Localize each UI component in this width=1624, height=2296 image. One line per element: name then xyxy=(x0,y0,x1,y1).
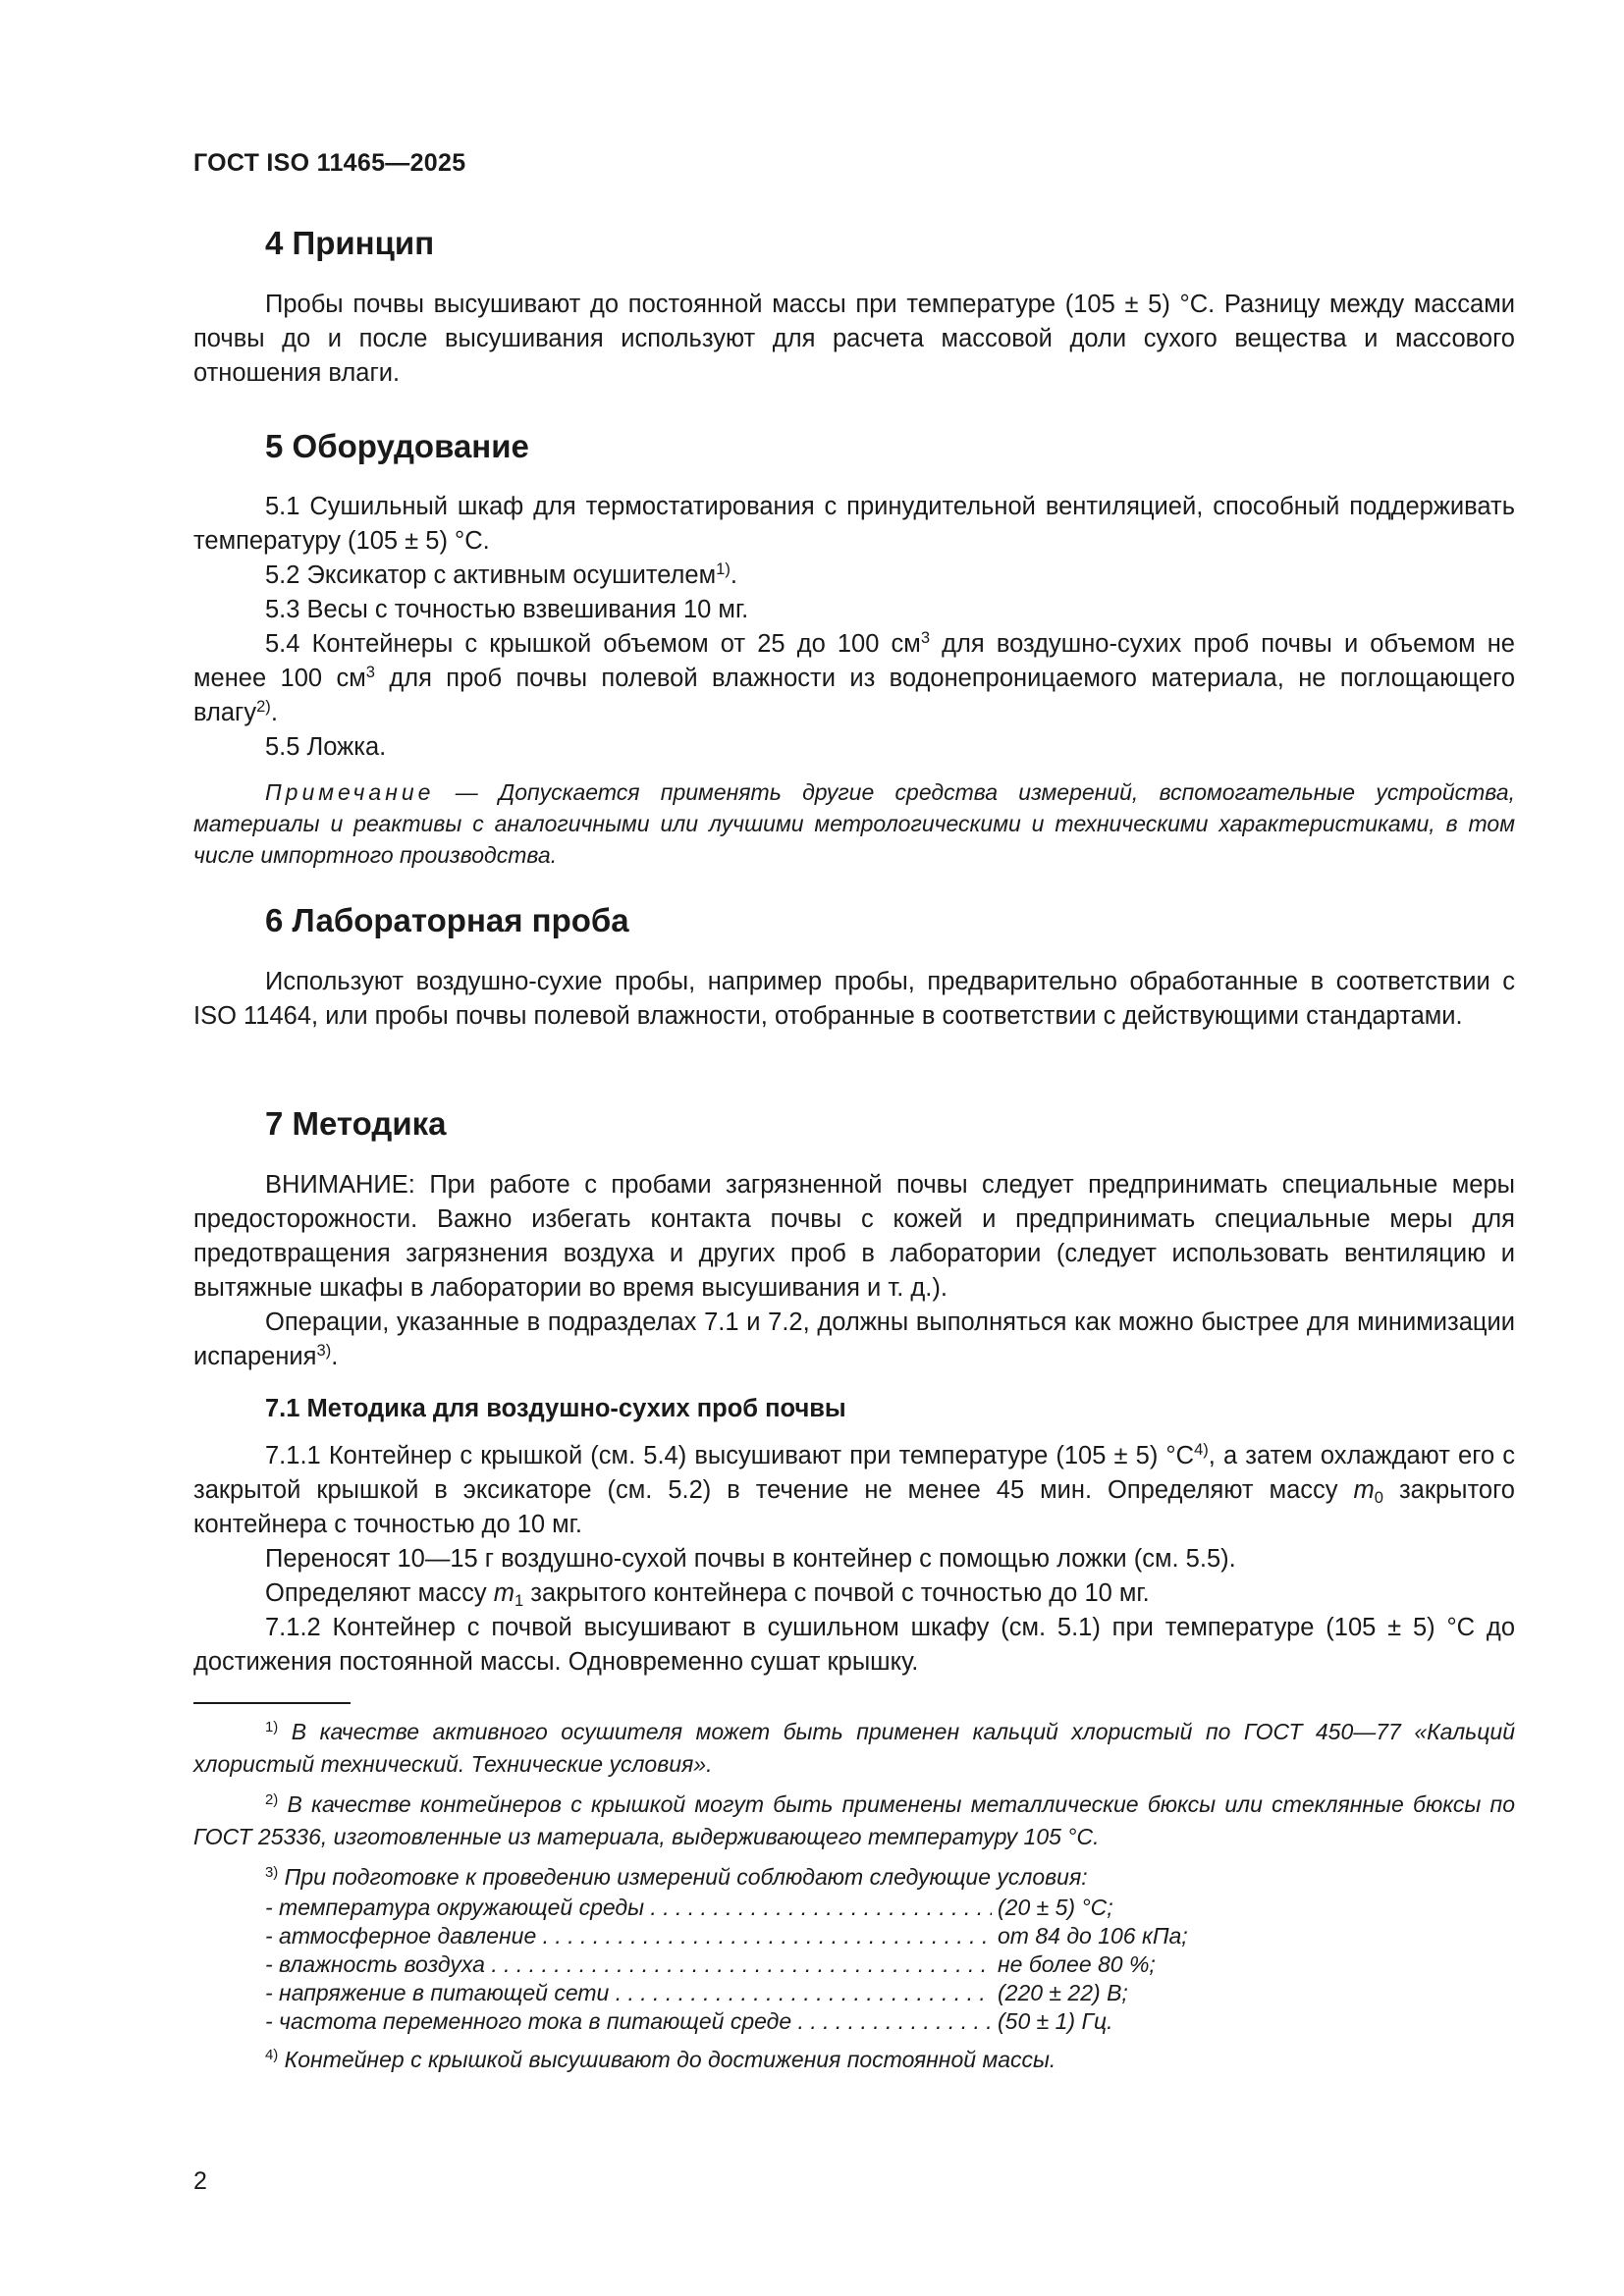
section-5-note: Примечание — Допускается применять другие средства измерений, вспомогательные устройства, материалы и реактивы с аналогичными или лучшими метрологическими и техническими характеристиками, в том числе импортного производства. xyxy=(193,779,1515,868)
section-4-title: 4 Принцип xyxy=(265,225,435,261)
page-number: 2 xyxy=(193,2167,207,2195)
item-5-4: 5.4 Контейнеры с крышкой объемом от 25 до 100 $см^3$ для воздушно-сухих проб почвы и объемом не менее 100 $см^3$ для проб почвы полевой влажности из водонепроницаемого материала, не поглощающего влагу$^{2)}$. xyxy=(193,627,1516,726)
item-5-2: 5.2 Эксикатор с активным осушителем$^{1)}$. xyxy=(265,559,737,589)
section-5-title: 5 Оборудование xyxy=(265,428,529,464)
section-6-body xyxy=(193,965,1515,1034)
section-6-title: 6 Лабораторная проба xyxy=(265,902,629,938)
warning-paragraph: ВНИМАНИЕ: При работе с пробами загрязненной почвы следует предпринимать специальные меры предосторожности. Важно избегать контакта почвы с кожей и предпринимать специальные меры для предотвращения загрязнения воздуха и других проб в лаборатории (следует использовать вентиляцию и вытяжные шкафы в лаборатории во время высушивания и т. д.). xyxy=(193,1171,1515,1302)
item-7-1-1: 7.1.1 Контейнер с крышкой (см. 5.4) высушивают при температуре (105 ± 5) $^\circ С^{4)}$, а затем охлаждают его с закрытой крышкой в эксикаторе (см. 5.2) в течение не менее 45 мин. Определяют массу $m_0$ закрытого контейнера с точностью до 10 мг. xyxy=(193,1439,1515,1538)
footnote-3: $^{3)}$ При подготовке к проведению измерений соблюдают следующие условия: xyxy=(265,1863,1088,1890)
mass-paragraph: Определяют массу $m_1$ закрытого контейнера с почвой с точностью до 10 мг. xyxy=(265,1579,1150,1610)
section-4 xyxy=(193,224,1515,263)
subsection-7-1-body xyxy=(193,1439,1515,1680)
item-5-3: 5.3 Весы с точностью взвешивания 10 мг. xyxy=(265,596,749,623)
condition-row: - напряжение в питающей сети . . . (220 ± 22) В; xyxy=(265,1979,1515,2007)
document-header: ГОСТ ISO 11465—2025 xyxy=(193,149,466,177)
item-5-1: 5.1 Сушильный шкаф для термостатирования с принудительной вентиляцией, способный поддерживать температуру (105 ± 5) °С. xyxy=(193,493,1515,555)
section-6 xyxy=(193,901,1515,940)
section-5-body xyxy=(193,490,1515,871)
footnote-1: $^{1)}$ В качестве активного осушителя может быть применен кальций хлористый по ГОСТ 450—77 «Кальций хлористый технический. Технические условия». xyxy=(193,1718,1515,1777)
footnotes xyxy=(193,1716,1515,2076)
section-6-text: Используют воздушно-сухие пробы, например пробы, предварительно обработанные в соответствии с ISO 11464, или пробы почвы полевой влажности, отобранные в соответствии с действующими стандартами. xyxy=(193,968,1515,1030)
section-4-body xyxy=(193,288,1515,391)
transfer-paragraph: Переносят 10—15 г воздушно-сухой почвы в контейнер с помощью ложки (см. 5.5). xyxy=(265,1545,1236,1573)
footnote-2: $^{2)}$ В качестве контейнеров с крышкой могут быть применены металлические бюксы или стеклянные бюксы по ГОСТ 25336, изготовленные из материала, выдерживающего температуру 105 °С. xyxy=(193,1790,1515,1849)
subsection-7-1 xyxy=(193,1392,1515,1426)
footnote-separator xyxy=(193,1702,351,1704)
condition-row: - температура окружающей среды . . . (20 ± 5) °С; xyxy=(265,1894,1515,1922)
conditions-list xyxy=(193,1894,1515,2036)
section-7 xyxy=(193,1104,1515,1144)
footnote-4: $^{4)}$ Контейнер с крышкой высушивают до достижения постоянной массы. xyxy=(265,2046,1056,2072)
section-7-body xyxy=(193,1168,1515,1374)
section-5 xyxy=(193,427,1515,466)
condition-row: - влажность воздуха . . . не более 80 %; xyxy=(265,1950,1515,1979)
section-7-title: 7 Методика xyxy=(265,1105,447,1142)
item-5-5: 5.5 Ложка. xyxy=(265,733,387,761)
item-7-1-2: 7.1.2 Контейнер с почвой высушивают в сушильном шкафу (см. 5.1) при температуре (105 ± 5) °С до достижения постоянной массы. Одновременно сушат крышку. xyxy=(193,1614,1515,1676)
condition-row: - частота переменного тока в питающей среде . . . (50 ± 1) Гц. xyxy=(265,2007,1515,2036)
operations-paragraph: Операции, указанные в подразделах 7.1 и 7.2, должны выполняться как можно быстрее для минимизации испарения$^{3)}$. xyxy=(193,1308,1515,1370)
subsection-7-1-title: 7.1 Методика для воздушно-сухих проб почвы xyxy=(265,1395,846,1422)
section-4-text: Пробы почвы высушивают до постоянной массы при температуре (105 ± 5) °С. Разницу между массами почвы до и после высушивания используют для расчета массовой доли сухого вещества и массового отношения влаги. xyxy=(193,291,1515,387)
footnote-rule xyxy=(193,1702,1515,1704)
condition-row: - атмосферное давление . . . от 84 до 106 кПа; xyxy=(265,1922,1515,1950)
